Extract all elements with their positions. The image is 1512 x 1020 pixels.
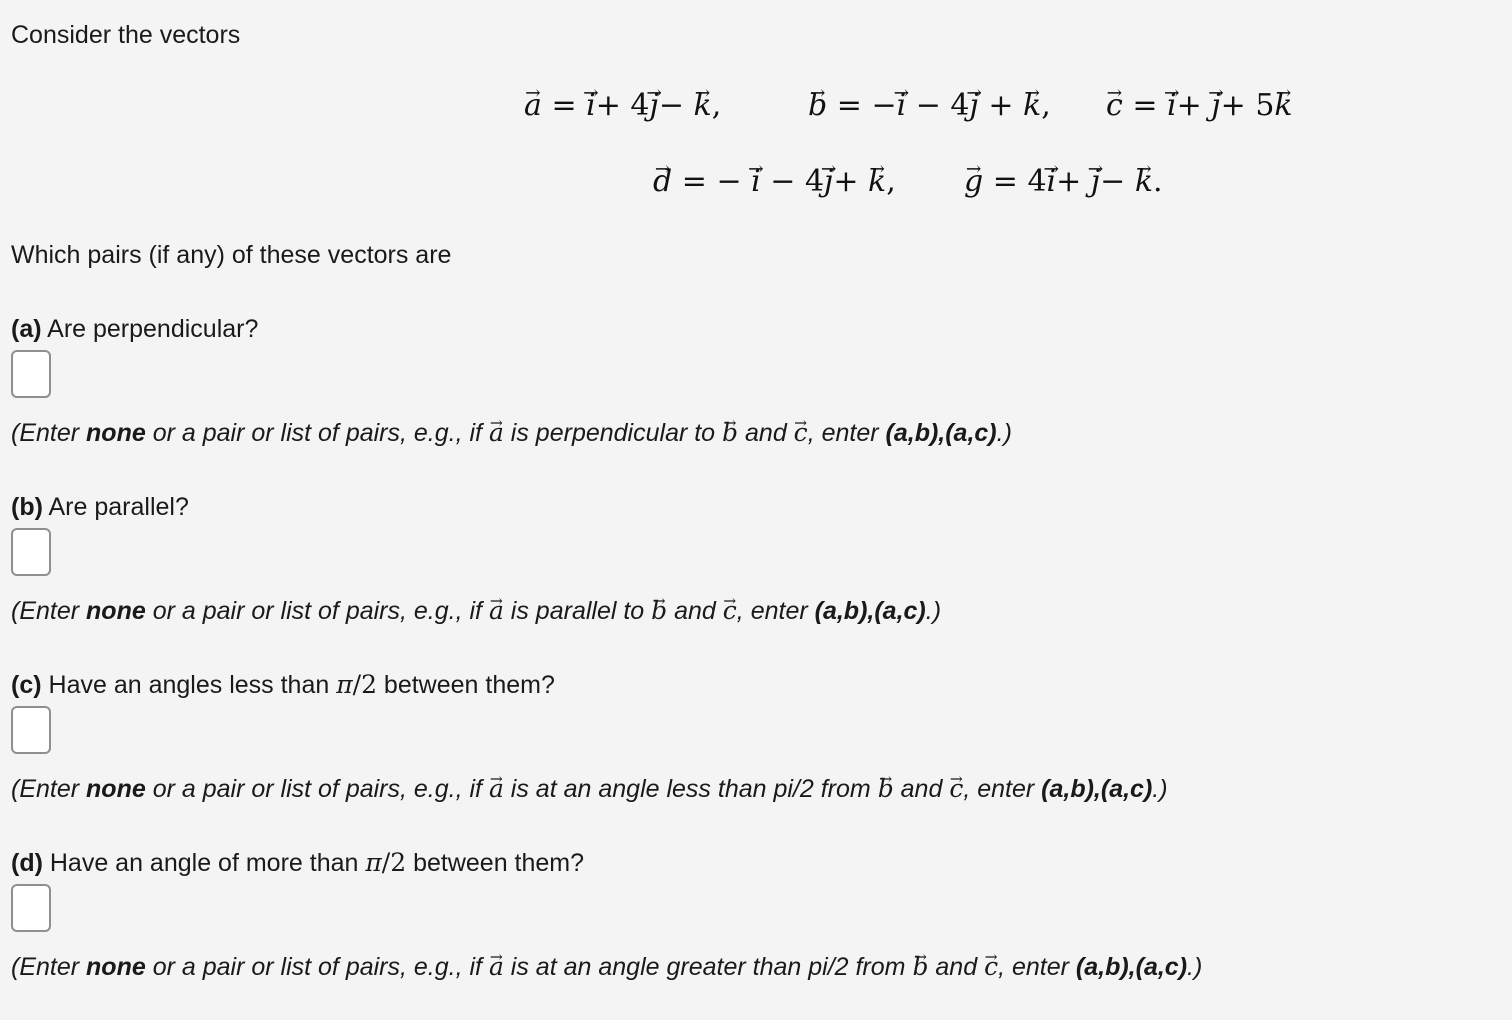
- answer-input-c[interactable]: [11, 706, 51, 754]
- answer-input-d[interactable]: [11, 884, 51, 932]
- which-pairs-text: Which pairs (if any) of these vectors are: [11, 241, 452, 269]
- pi-symbol: π: [365, 848, 382, 877]
- question-d-label: (d): [11, 849, 43, 877]
- vector-d-equation: → d = − → i − 4→ j+ → k,: [653, 162, 896, 202]
- hint-d: (Enter none or a pair or list of pairs, e.g., if → a is at an angle greater than pi/2 from → b and → c, enter (a,b),(a,c).): [11, 952, 1202, 982]
- hint-a: (Enter none or a pair or list of pairs, e.g., if → a is perpendicular to → b and → c, enter (a,b),(a,c).): [11, 418, 1012, 448]
- vector-a-equation: → a = → i+ 4→ j− → k,: [524, 86, 721, 126]
- vector-c-equation: → c = → i+ → j+ 5→ k: [1106, 86, 1293, 126]
- pi-symbol: π: [336, 670, 353, 699]
- question-b-title: [11, 492, 189, 522]
- question-a-text: Are perpendicular?: [47, 315, 259, 343]
- hint-c: (Enter none or a pair or list of pairs, e.g., if → a is at an angle less than pi/2 from → b and → c, enter (a,b),(a,c).): [11, 774, 1168, 804]
- question-d-title: (d) Have an angle of more than π/2 between them?: [11, 848, 585, 877]
- intro-text: Consider the vectors: [11, 21, 241, 49]
- question-a-title: [11, 314, 258, 344]
- question-b-text: Are parallel?: [48, 493, 189, 521]
- answer-input-b[interactable]: [11, 528, 51, 576]
- vector-g-equation: → g = 4→ i+ → j− → k.: [964, 162, 1163, 202]
- hint-b: (Enter none or a pair or list of pairs, e.g., if → a is parallel to → b and → c, enter (a,b),(a,c).): [11, 596, 941, 626]
- vector-b-equation: → b = −→ i − 4→ j + → k,: [808, 86, 1051, 126]
- question-a-label: (a): [11, 315, 42, 343]
- question-c-label: (c): [11, 671, 42, 699]
- question-c-title: (c) Have an angles less than π/2 between them?: [11, 670, 555, 699]
- question-b-label: (b): [11, 493, 43, 521]
- answer-input-a[interactable]: [11, 350, 51, 398]
